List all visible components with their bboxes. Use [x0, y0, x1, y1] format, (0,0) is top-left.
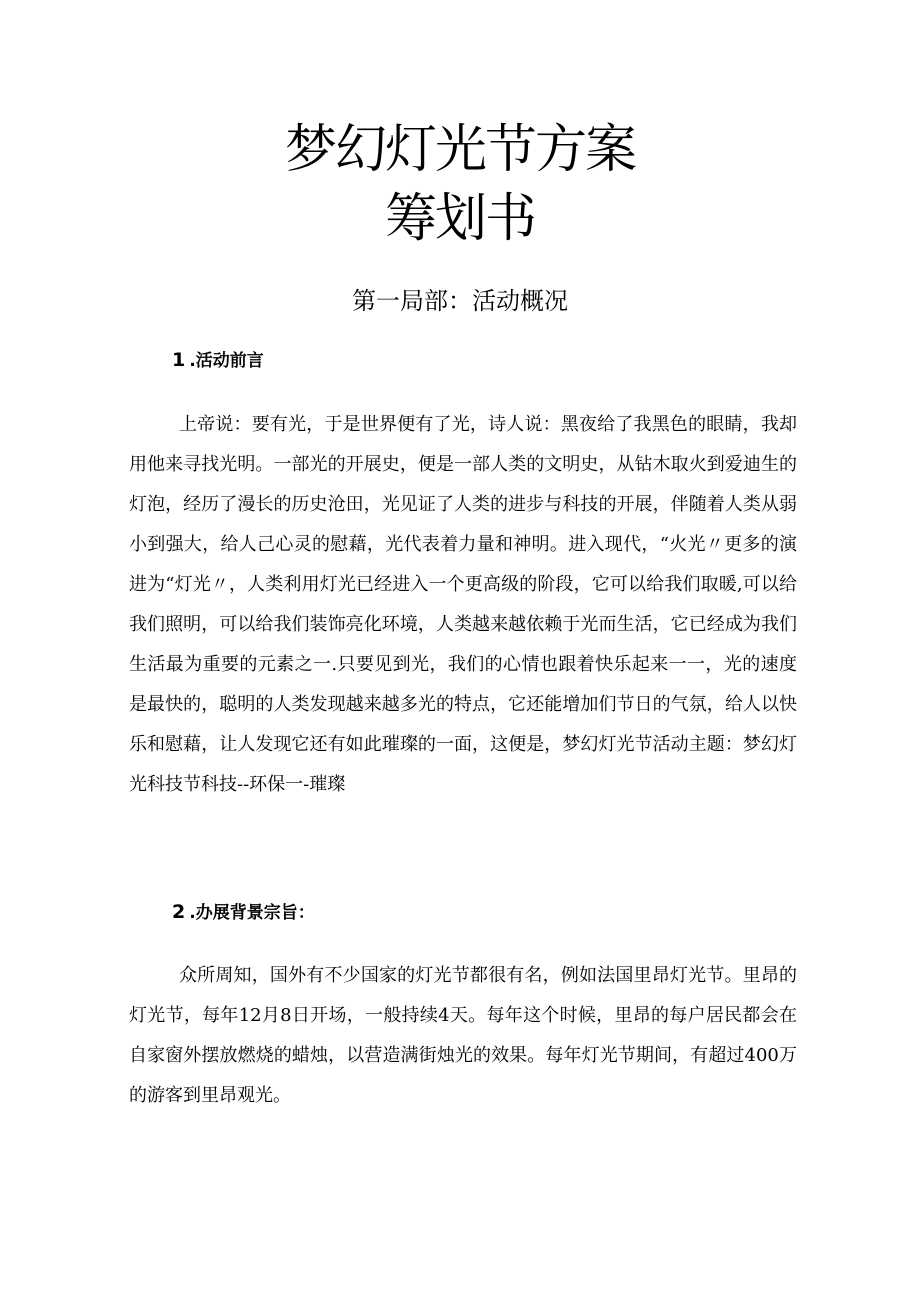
section-paragraph-1: 上帝说：要有光，于是世界便有了光，诗人说：黑夜给了我黑色的眼睛，我却用他来寻找光明。一部光的开展史，便是一部人类的文明史，从钻木取火到爱迪生的灯泡，经历了漫长的历史沧田，光见证了人类的进步与科技的开展，伴随着人类从弱小到强大，给人己心灵的慰藉，光代表着力量和神明。进入现代，“火光〃更多的演进为“灯光〃，人类利用灯光已经进入一个更高级的阶段，它可以给我们取暖,可以给我们照明，可以给我们装饰亮化环境，人类越来越依赖于光而生活，它已经成为我们生活最为重要的元素之一.只要见到光，我们的心情也跟着快乐起来一一，光的速度是最快的，聪明的人类发现越来越多光的特点，它还能增加们节日的气氛，给人以快乐和慰藉，让人发现它还有如此璀璨的一面，这便是，梦幻灯光节活动主题：梦幻灯光科技节科技--环保一-璀璨	[129, 414, 797, 795]
section-heading-1	[172, 348, 264, 373]
section-title: .办展背景宗旨：	[189, 903, 315, 923]
document-title-line2: 筹划书	[384, 189, 535, 249]
section-number: 1	[172, 349, 186, 371]
section-title: .活动前言	[189, 351, 264, 371]
part-heading: 第一局部：活动概况	[352, 287, 568, 315]
section-number: 2	[172, 901, 186, 923]
section-heading-2	[172, 900, 315, 925]
document-title-line1: 梦幻灯光节方案	[284, 120, 635, 180]
section-paragraph-2: 众所周知，国外有不少国家的灯光节都很有名，例如法国里昂灯光节。里昂的灯光节，每年12月8日开场，一般持续4天。每年这个时候，里昂的每户居民都会在自家窗外摆放燃烧的蜡烛，以营造满街烛光的效果。每年灯光节期间，有超过400万的游客到里昂观光。	[129, 965, 797, 1106]
